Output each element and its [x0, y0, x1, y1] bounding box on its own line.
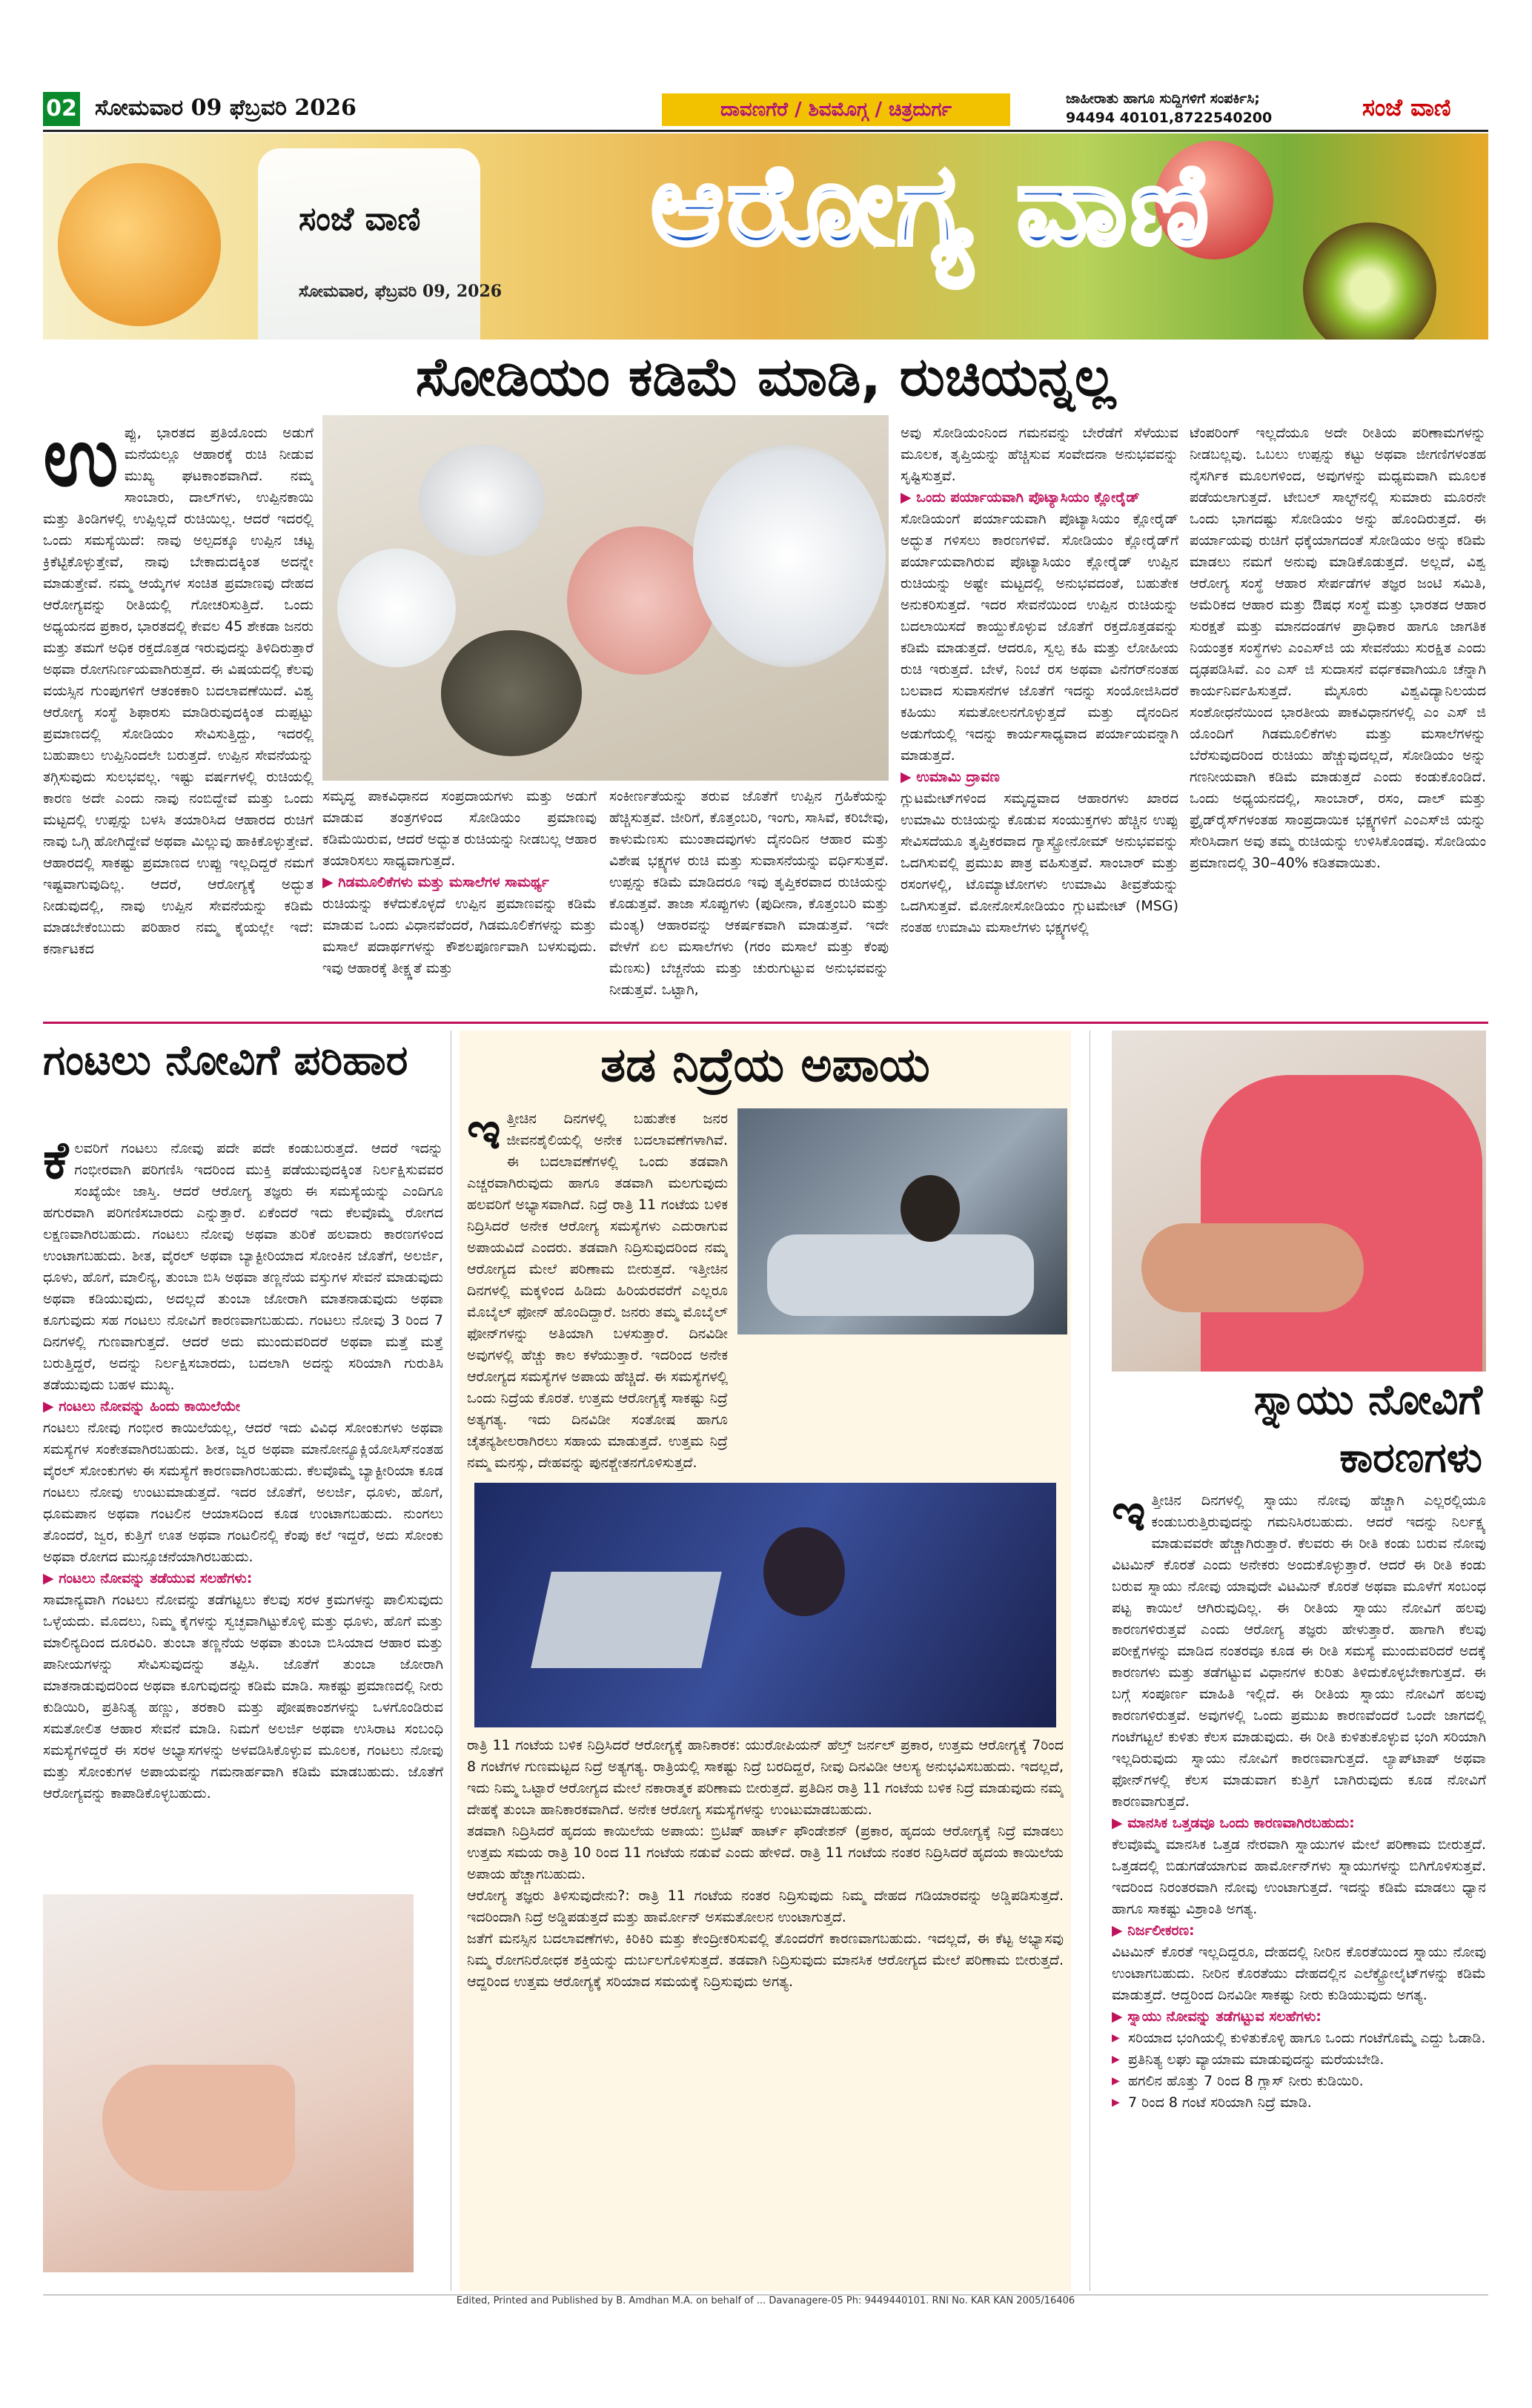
sodium-sub-umami: ▶ ಉಮಾಮಿ ದ್ರಾವಣ — [901, 769, 1000, 785]
elbow-pain-image — [1112, 1031, 1486, 1372]
sodium-sub-herbs: ▶ ಗಿಡಮೂಲಿಕೆಗಳು ಮತ್ತು ಮಸಾಲೆಗಳ ಸಾಮರ್ಥ್ಯ — [322, 874, 549, 890]
banner-title: ಆರೋಗ್ಯ ವಾಣಿ — [651, 141, 1212, 270]
sleep-p4: ಆರೋಗ್ಯ ತಜ್ಞರು ತಿಳಿಸುವುದೇನು?: ರಾತ್ರಿ 11 ಗಂಟೆಯ ನಂತರ ನಿದ್ರಿಸುವುದು ನಿಮ್ಮ ದೇಹದ ಗಡಿಯಾರವನ್ನು ಅಡ್ಡಿಪಡಿಸುತ್ತದೆ. ಇದರಿಂದಾಗಿ ನಿದ್ರೆ ಅಡ್ಡಿಪಡುತ್ತದೆ ಮತ್ತು ಹಾರ್ಮೋನ್ ಅಸಮತೋಲನ ಉಂಟಾಗುತ್ತದೆ. — [467, 1888, 1064, 1925]
sodium-col4 — [1190, 423, 1486, 1016]
tip-item: ▶ ಪ್ರತಿನಿತ್ಯ ಲಘು ವ್ಯಾಯಾಮ ಮಾಡುವುದನ್ನು ಮರೆಯಬೇಡಿ. — [1112, 2049, 1486, 2071]
sodium-headline: ಸೋಡಿಯಂ ಕಡಿಮೆ ಮಾಡಿ, ರುಚಿಯನ್ನಲ್ಲ — [415, 345, 1116, 408]
sodium-col2a — [322, 786, 597, 1019]
sodium-col3-p1: ಸೋಡಿಯಂಗೆ ಪರ್ಯಾಯವಾಗಿ ಪೊಟ್ಯಾಸಿಯಂ ಕ್ಲೋರೈಡ್ ಅದ್ಭುತ ಗಳಿಸಲು ಕಾರಣಗಳಿವೆ. ಸೋಡಿಯಂ ಕ್ಲೋರೈಡ್‌ಗೆ ಪರ್ಯಾಯವಾಗಿರುವ ಪೊಟ್ಯಾಸಿಯಂ ಕ್ಲೋರೈಡ್ ಉಪ್ಪಿನ ರುಚಿಯನ್ನು ಅಷ್ಟೇ ಮಟ್ಟದಲ್ಲಿ ಅನುಭವದಂತೆ, ಬಹುತೇಕ ಅನುಕರಿಸುತ್ತದೆ. ಇದರ ಸೇವನೆಯಿಂದ ಉಪ್ಪಿನ ರುಚಿಯನ್ನು ಬದಲಾಯಿಸದೆ ಕಾಯ್ದುಕೊಳ್ಳುವ ಜೊತೆಗೆ ರಕ್ತದೊತ್ತಡವನ್ನು ಕಡಿಮೆ ಮಾಡುತ್ತದೆ. ಆದರೂ, ಸ್ವಲ್ಪ ಕಹಿ ಮತ್ತು ಲೋಹೀಯ ರುಚಿ ಇರುತ್ತದೆ. ಬೇಳೆ, ನಿಂಬೆ ರಸ ಅಥವಾ ವಿನೆಗರ್‌ನಂತಹ ಬಲವಾದ ಸುವಾಸನೆಗಳ ಜೊತೆಗೆ ಇದನ್ನು ಸಂಯೋಜಿಸಿದರೆ ಕಹಿಯು ಸಮತೋಲನಗೊಳ್ಳುತ್ತದೆ ಮತ್ತು ದೈನಂದಿನ ಅಡುಗೆಯಲ್ಲಿ ಇದನ್ನು ಕಾರ್ಯಸಾಧ್ಯವಾದ ಪರ್ಯಾಯವನ್ನಾಗಿ ಮಾಡುತ್ತದೆ. — [901, 511, 1178, 764]
spoon-white-salt — [337, 549, 456, 667]
throat-sub2: ▶ ಗಂಟಲು ನೋವನ್ನು ತಡೆಯುವ ಸಲಹೆಗಳು: — [43, 1570, 253, 1587]
sodium-col2b-text: ಸಂಕೀರ್ಣತೆಯನ್ನು ತರುವ ಜೊತೆಗೆ ಉಪ್ಪಿನ ಗ್ರಹಿಕೆಯನ್ನು ಹೆಚ್ಚಿಸುತ್ತವೆ. ಜೀರಿಗೆ, ಕೊತ್ತಂಬರಿ, ಇಂಗು, ಸಾಸಿವೆ, ಕರಿಬೇವು, ಕಾಳುಮೆಣಸು ಮುಂತಾದವುಗಳು ದೈನಂದಿನ ಆಹಾರ ಮತ್ತು ವಿಶೇಷ ಭಕ್ಷ್ಯಗಳ ರುಚಿ ಮತ್ತು ಸುವಾಸನೆಯನ್ನು ವರ್ಧಿಸುತ್ತವೆ. ಉಪ್ಪನ್ನು ಕಡಿಮೆ ಮಾಡಿದರೂ ಇವು ತೃಪ್ತಿಕರವಾದ ರುಚಿಯನ್ನು ಕೊಡುತ್ತವೆ. ತಾಜಾ ಸೊಪ್ಪುಗಳು (ಪುದೀನಾ, ಕೊತ್ತಂಬರಿ ಮತ್ತು ಮೆಂತ್ಯ) ಆಹಾರವನ್ನು ಆಕರ್ಷಕವಾಗಿ ಮಾಡುತ್ತವೆ. ಇದೇ ವೇಳೆಗೆ ಏಲ ಮಸಾಲೆಗಳು (ಗರಂ ಮಸಾಲೆ ಮತ್ತು ಕೆಂಪು ಮೆಣಸು) ಬೆಚ್ಚನೆಯ ಮತ್ತು ಚುರುಗುಟ್ಟುವ ಅನುಭವವನ್ನು ನೀಡುತ್ತವೆ. ಒಟ್ಟಾಗಿ, — [609, 788, 889, 998]
header-date: ಸೋಮವಾರ 09 ಫೆಬ್ರವರಿ 2026 — [95, 95, 357, 121]
throat-p2: ಗಂಟಲು ನೋವು ಗಂಭೀರ ಕಾಯಿಲೆಯಲ್ಲ, ಆದರೆ ಇದು ವಿವಿಧ ಸೋಂಕುಗಳು ಅಥವಾ ಸಮಸ್ಯೆಗಳ ಸಂಕೇತವಾಗಿರಬಹುದು. ಶೀತ, ಜ್ವರ ಅಥವಾ ಮಾನೋನ್ಯೂಕ್ಲಿಯೋಸಿಸ್‌ನಂತಹ ವೈರಲ್ ಸೋಂಕುಗಳು ಈ ಸಮಸ್ಯೆಗೆ ಕಾರಣವಾಗಿರಬಹುದು. ಕೆಲವೊಮ್ಮೆ ಬ್ಯಾಕ್ಟೀರಿಯಾ ಕೂಡ ಗಂಟಲು ನೋವು ಉಂಟುಮಾಡುತ್ತದೆ. ಇದರ ಜೊತೆಗೆ, ಅಲರ್ಜಿ, ಧೂಳು, ಹೊಗೆ, ಧೂಮಪಾನ ಅಥವಾ ಗಂಟಲಿನ ಆಯಾಸದಿಂದ ಕೂಡ ಉಂಟಾಗಬಹುದು. ನುಂಗಲು ತೊಂದರೆ, ಜ್ವರ, ಕುತ್ತಿಗೆ ಊತ ಅಥವಾ ಗಂಟಲಿನಲ್ಲಿ ಕೆಂಪು ಕಲೆ ಇದ್ದರೆ, ಅದು ಸೋಂಕು ಅಥವಾ ರೋಗದ ಮುನ್ಸೂಚನೆಯಾಗಿರಬಹುದು. — [43, 1420, 443, 1565]
sodium-col2a-text: ಸಮೃದ್ಧ ಪಾಕವಿಧಾನದ ಸಂಪ್ರದಾಯಗಳು ಮತ್ತು ಅಡುಗೆ ಮಾಡುವ ತಂತ್ರಗಳಿಂದ ಸೋಡಿಯಂ ಪ್ರಮಾಣವು ಕಡಿಮೆಯಿರುವ, ಆದರೆ ಅದ್ಭುತ ರುಚಿಯನ್ನು ನೀಡಬಲ್ಲ ಆಹಾರ ತಯಾರಿಸಲು ಸಾಧ್ಯವಾಗುತ್ತದೆ. — [322, 788, 597, 869]
joint-sub2: ▶ ನಿರ್ಜಲೀಕರಣ: — [1112, 1922, 1195, 1939]
joint-body — [1112, 1490, 1486, 2291]
person-head — [763, 1527, 845, 1616]
throat-p3: ಸಾಮಾನ್ಯವಾಗಿ ಗಂಟಲು ನೋವನ್ನು ತಡೆಗಟ್ಟಲು ಕೆಲವು ಸರಳ ಕ್ರಮಗಳನ್ನು ಪಾಲಿಸುವುದು ಒಳ್ಳೆಯದು. ಮೊದಲು, ನಿಮ್ಮ ಕೈಗಳನ್ನು ಸ್ವಚ್ಛವಾಗಿಟ್ಟುಕೊಳ್ಳಿ ಮತ್ತು ಧೂಳು, ಹೊಗೆ ಮತ್ತು ಮಾಲಿನ್ಯದಿಂದ ದೂರವಿರಿ. ತುಂಬಾ ತಣ್ಣನೆಯ ಅಥವಾ ತುಂಬಾ ಬಿಸಿಯಾದ ಆಹಾರ ಮತ್ತು ಪಾನೀಯಗಳನ್ನು ಸೇವಿಸುವುದನ್ನು ತಪ್ಪಿಸಿ. ಜೊತೆಗೆ ತುಂಬಾ ಜೋರಾಗಿ ಮಾತನಾಡುವುದರಿಂದ ಅಥವಾ ಕೂಗುವುದನ್ನು ಕಡಿಮೆ ಮಾಡಿ. ಸಾಕಷ್ಟು ಪ್ರಮಾಣದಲ್ಲಿ ನೀರು ಕುಡಿಯಿರಿ, ಪ್ರತಿನಿತ್ಯ ಹಣ್ಣು, ತರಕಾರಿ ಮತ್ತು ಪೋಷಕಾಂಶಗಳನ್ನು ಒಳಗೊಂಡಿರುವ ಸಮತೋಲಿತ ಆಹಾರ ಸೇವನೆ ಮಾಡಿ. ನಿಮಗೆ ಅಲರ್ಜಿ ಅಥವಾ ಉಸಿರಾಟ ಸಂಬಂಧಿ ಸಮಸ್ಯೆಗಳಿದ್ದರೆ ಈ ಸರಳ ಅಭ್ಯಾಸಗಳನ್ನು ಅಳವಡಿಸಿಕೊಳ್ಳುವ ಮೂಲಕ, ಗಂಟಲು ನೋವು ಮತ್ತು ಸೋಂಕುಗಳ ಅಪಾಯವನ್ನು ಗಮನಾರ್ಹವಾಗಿ ಕಡಿಮೆ ಮಾಡಬಹುದು. ಜೊತೆಗೆ ಆರೋಗ್ಯವನ್ನು ಕಾಪಾಡಿಕೊಳ್ಳಬಹುದು. — [43, 1592, 443, 1802]
throat-pain-image — [43, 1894, 414, 2272]
joint-title: ಸ್ನಾಯು ನೋವಿಗೆ ಕಾರಣಗಳು — [1253, 1376, 1482, 1482]
kiwi-image — [1303, 222, 1436, 340]
joint-sub1: ▶ ಮಾನಸಿಕ ಒತ್ತಡವೂ ಒಂದು ಕಾರಣವಾಗಿರಬಹುದು: — [1112, 1815, 1355, 1831]
throat-body — [43, 1138, 443, 1891]
drop-cap: ಉ — [43, 423, 119, 504]
imprint-footer: Edited, Printed and Published by B. Amdhan M.A. on behalf of ... Davanagere-05 Ph: 9449440101. RNI No. KAR KAN 2005/16406 — [43, 2295, 1488, 2309]
milk-glass-image — [258, 148, 480, 340]
sleep-intro — [467, 1108, 728, 1472]
drop-cap: ಇ — [467, 1108, 501, 1161]
joint-sub3: ▶ ಸ್ನಾಯು ನೋವನ್ನು ತಡೆಗಟ್ಟುವ ಸಲಹೆಗಳು: — [1112, 2008, 1322, 2025]
laptop-shape — [531, 1572, 722, 1668]
spoon-pepper — [441, 630, 582, 756]
joint-tips-list — [1112, 2028, 1486, 2114]
sodium-sub-potassium: ▶ ಒಂದು ಪರ್ಯಾಯವಾಗಿ ಪೊಟ್ಯಾಸಿಯಂ ಕ್ಲೋರೈಡ್ — [901, 489, 1140, 506]
salt-spoons-image — [322, 415, 889, 781]
hand-shape — [102, 2065, 295, 2191]
drop-cap: ಕೆ — [43, 1138, 69, 1191]
throat-title: ಗಂಟಲು ನೋವಿಗೆ ಪರಿಹಾರ — [43, 1036, 408, 1085]
tip-item: ▶ ಹಗಲಿನ ಹೊತ್ತು 7 ರಿಂದ 8 ಗ್ಲಾಸ್ ನೀರು ಕುಡಿಯಿರಿ. — [1112, 2071, 1486, 2092]
sodium-col4-text: ಟೆಂಪರಿಂಗ್ ಇಲ್ಲದೆಯೂ ಅದೇ ರೀತಿಯ ಪರಿಣಾಮಗಳನ್ನು ನೀಡಬಲ್ಲವು. ಒಬಲು ಉಪ್ಪನ್ನು ಕಟ್ಟು ಅಥವಾ ಜೀಗಣಿಗಳಂತಹ ನೈಸರ್ಗಿಕ ಮೂಲಗಳಿಂದ, ಅವುಗಳನ್ನು ಮಧ್ಯಮವಾಗಿ ಮೂಲಕ ಪಡೆಯಲಾಗುತ್ತದೆ. ಟೇಬಲ್ ಸಾಲ್ಟ್‌ನಲ್ಲಿ ಸುಮಾರು ಮೂರನೇ ಒಂದು ಭಾಗದಷ್ಟು ಸೋಡಿಯಂ ಅನ್ನು ಹೊಂದಿರುತ್ತದೆ. ಈ ಪರ್ಯಾಯವು ರುಚಿಗೆ ಧಕ್ಕೆಯಾಗದಂತೆ ಸೋಡಿಯಂ ಅನ್ನು ಕಡಿಮೆ ಮಾಡಲು ನಮಗೆ ಅನುವು ಮಾಡಿಕೊಡುತ್ತದೆ. ಅಲ್ಲದೆ, ವಿಶ್ವ ಆರೋಗ್ಯ ಸಂಸ್ಥೆ ಆಹಾರ ಸೇರ್ಪಡೆಗಳ ತಜ್ಞರ ಜಂಟಿ ಸಮಿತಿ, ಅಮೆರಿಕದ ಆಹಾರ ಮತ್ತು ಔಷಧ ಸಂಸ್ಥೆ ಮತ್ತು ಭಾರತದ ಆಹಾರ ಸುರಕ್ಷತೆ ಮತ್ತು ಮಾನದಂಡಗಳ ಪ್ರಾಧಿಕಾರ ಹಾಗೂ ಜಾಗತಿಕ ನಿಯಂತ್ರಕ ಸಂಸ್ಥೆಗಳು ಎಂಎಸ್‌ಜಿ ಯ ಸೇವನೆಯು ಸುರಕ್ಷಿತ ಎಂದು ದೃಢಪಡಿಸಿವೆ. ಎಂ ಎಸ್ ಜಿ ಸುದಾಸನೆ ವರ್ಧಕವಾಗಿಯೂ ಚೆನ್ನಾಗಿ ಕಾರ್ಯನಿರ್ವಹಿಸುತ್ತದೆ. ಮೈಸೂರು ವಿಶ್ವವಿದ್ಯಾನಿಲಯದ ಸಂಶೋಧನೆಯಿಂದ ಭಾರತೀಯ ಪಾಕವಿಧಾನಗಳಲ್ಲಿ ಎಂ ಎಸ್ ಜಿ ಯೊಂದಿಗೆ ಗಿಡಮೂಲಿಕೆಗಳು ಮತ್ತು ಮಸಾಲೆಗಳನ್ನು ಬೆರೆಸುವುದರಿಂದ ರುಚಿಯು ಹೆಚ್ಚುವುದಲ್ಲದೆ, ಸೋಡಿಯಂ ಅನ್ನು ಗಣನೀಯವಾಗಿ ಕಡಿಮೆ ಮಾಡುತ್ತದೆ ಎಂದು ಕಂಡುಕೊಂಡಿದೆ. ಒಂದು ಅಧ್ಯಯನದಲ್ಲಿ, ಸಾಂಬಾರ್, ರಸಂ, ದಾಲ್ ಮತ್ತು ಫ್ರೈಡ್‌ರೈಸ್‌ಗಳಂತಹ ಸಾಂಪ್ರದಾಯಿಕ ಭಕ್ಷ್ಯಗಳಿಗೆ ಎಂಎಸ್‌ಜಿ ಯನ್ನು ಸೇರಿಸಿದಾಗ ಅವು ತಮ್ಮ ರುಚಿಯನ್ನು ಉಳಿಸಿಕೊಂಡವು. ಸೋಡಿಯಂ ಪ್ರಮಾಣದಲ್ಲಿ 30–40% ಕಡಿತವಾಯಿತು. — [1190, 425, 1486, 871]
section-divider — [43, 1022, 1488, 1024]
sodium-col3 — [901, 423, 1178, 1016]
section-banner — [43, 133, 1488, 340]
man-phone-bed-image — [737, 1108, 1067, 1334]
edition-places: ದಾವಣಗೆರೆ / ಶಿವಮೊಗ್ಗ / ಚಿತ್ರದುರ್ಗ — [662, 93, 1010, 126]
tip-item: ▶ 7 ರಿಂದ 8 ಗಂಟೆ ಸರಿಯಾಗಿ ನಿದ್ರೆ ಮಾಡಿ. — [1112, 2092, 1486, 2114]
throat-p1: ಲವರಿಗೆ ಗಂಟಲು ನೋವು ಪದೇ ಪದೇ ಕಂಡುಬರುತ್ತದೆ. ಆದರೆ ಇದನ್ನು ಗಂಭೀರವಾಗಿ ಪರಿಗಣಿಸಿ ಇದರಿಂದ ಮುಕ್ತಿ ಪಡೆಯುವುದಕ್ಕಿಂತ ನಿರ್ಲಕ್ಷಿಸುವವರ ಸಂಖ್ಯೆಯೇ ಜಾಸ್ತಿ. ಆದರೆ ಆರೋಗ್ಯ ತಜ್ಞರು ಈ ಸಮಸ್ಯೆಯನ್ನು ಎಂದಿಗೂ ಹಗುರವಾಗಿ ಪರಿಗಣಿಸಬಾರದು ಎನ್ನುತ್ತಾರೆ. ಏಕೆಂದರೆ ಇದು ಕೆಲವೊಮ್ಮೆ ರೋಗದ ಲಕ್ಷಣವಾಗಿರಬಹುದು. ಗಂಟಲು ನೋವು ಅಥವಾ ತುರಿಕೆ ಹಲವಾರು ಕಾರಣಗಳಿಂದ ಉಂಟಾಗಬಹುದು. ಶೀತ, ವೈರಲ್ ಅಥವಾ ಬ್ಯಾಕ್ಟೀರಿಯಾದ ಸೋಂಕಿನ ಜೊತೆಗೆ, ಅಲರ್ಜಿ, ಧೂಳು, ಹೊಗೆ, ಮಾಲಿನ್ಯ, ತುಂಬಾ ಬಿಸಿ ಅಥವಾ ತಣ್ಣನೆಯ ವಸ್ತುಗಳ ಸೇವನೆ ಮಾಡುವುದು ಅಥವಾ ಕಡಿಯುವುದು, ಅದಲ್ಲದೆ ತುಂಬಾ ಜೋರಾಗಿ ಮಾತನಾಡುವುದು ಅಥವಾ ಕೂಗುವುದು ಸಹ ಗಂಟಲು ನೋವಿಗೆ ಕಾರಣವಾಗಬಹುದು. ಗಂಟಲು ನೋವು 3 ರಿಂದ 7 ದಿನಗಳಲ್ಲಿ ಗುಣವಾಗುತ್ತದೆ. ಆದರೆ ಅದು ಮುಂದುವರಿದರೆ ಅಥವಾ ಮತ್ತೆ ಮತ್ತೆ ಬರುತ್ತಿದ್ದರೆ, ಅದನ್ನು ನಿರ್ಲಕ್ಷಿಸಬಾರದು, ಬದಲಾಗಿ ಅದನ್ನು ಸರಿಯಾಗಿ ಗುರುತಿಸಿ ತಡೆಯುವುದು ಬಹಳ ಮುಖ್ಯ. — [43, 1140, 443, 1393]
page-header — [43, 87, 1488, 132]
sleep-p1: ತ್ತೀಚಿನ ದಿನಗಳಲ್ಲಿ ಬಹುತೇಕ ಜನರ ಜೀವನಶೈಲಿಯಲ್ಲಿ ಅನೇಕ ಬದಲಾವಣೆಗಳಾಗಿವೆ. ಈ ಬದಲಾವಣೆಗಳಲ್ಲಿ ಒಂದು ತಡವಾಗಿ ಎಚ್ಚರವಾಗಿರುವುದು ಹಾಗೂ ತಡವಾಗಿ ಮಲಗುವುದು ಹಲವರಿಗೆ ಅಭ್ಯಾಸವಾಗಿದೆ. ನಿದ್ರೆ ರಾತ್ರಿ 11 ಗಂಟೆಯ ಬಳಿಕ ನಿದ್ರಿಸಿದರೆ ಅನೇಕ ಆರೋಗ್ಯ ಸಮಸ್ಯೆಗಳು ಎದುರಾಗುವ ಅಪಾಯವಿದೆ ಎಂದರು. ತಡವಾಗಿ ನಿದ್ರಿಸುವುದರಿಂದ ನಮ್ಮ ಆರೋಗ್ಯದ ಮೇಲೆ ಪರಿಣಾಮ ಬೀರುತ್ತದೆ. ಇತ್ತೀಚಿನ ದಿನಗಳಲ್ಲಿ ಮಕ್ಕಳಿಂದ ಹಿಡಿದು ಹಿರಿಯರವರೆಗೆ ಎಲ್ಲರೂ ಮೊಬೈಲ್ ಫೋನ್ ಹೊಂದಿದ್ದಾರೆ. ಜನರು ತಮ್ಮ ಮೊಬೈಲ್ ಫೋನ್‌ಗಳನ್ನು ಅತಿಯಾಗಿ ಬಳಸುತ್ತಾರೆ. ದಿನವಿಡೀ ಅವುಗಳಲ್ಲಿ ಹೆಚ್ಚು ಕಾಲ ಕಳೆಯುತ್ತಾರೆ. ಇದರಿಂದ ಅನೇಕ ಆರೋಗ್ಯದ ಸಮಸ್ಯೆಗಳ ಅಪಾಯ ಹೆಚ್ಚಿದೆ. ಈ ಸಮಸ್ಯೆಗಳಲ್ಲಿ ಒಂದು ನಿದ್ರೆಯ ಕೊರತೆ. ಉತ್ತಮ ಆರೋಗ್ಯಕ್ಕೆ ಸಾಕಷ್ಟು ನಿದ್ರೆ ಅತ್ಯಗತ್ಯ. ಇದು ದಿನವಿಡೀ ಸಂತೋಷ ಹಾಗೂ ಚೈತನ್ಯಶೀಲರಾಗಿರಲು ಸಹಾಯ ಮಾಡುತ್ತದೆ. ಉತ್ತಮ ನಿದ್ರೆ ನಮ್ಮ ಮನಸ್ಸು, ದೇಹವನ್ನು ಪುನಶ್ಚೇತನಗೊಳಿಸುತ್ತದೆ. — [467, 1111, 728, 1471]
sodium-col2a-tail: ರುಚಿಯನ್ನು ಕಳೆದುಕೊಳ್ಳದೆ ಉಪ್ಪಿನ ಪ್ರಮಾಣವನ್ನು ಕಡಿಮೆ ಮಾಡುವ ಒಂದು ವಿಧಾನವೆಂದರೆ, ಗಿಡಮೂಲಿಕೆಗಳನ್ನು ಮತ್ತು ಮಸಾಲೆ ಪದಾರ್ಥಗಳನ್ನು ಕೌಶಲಪೂರ್ಣವಾಗಿ ಬಳಸುವುದು. ಇವು ಆಹಾರಕ್ಕೆ ತೀಕ್ಷ್ಣತೆ ಮತ್ತು — [322, 896, 597, 976]
sodium-col1-text: ಪ್ಪು, ಭಾರತದ ಪ್ರತಿಯೊಂದು ಅಡುಗೆ ಮನೆಯಲ್ಲೂ ಆಹಾರಕ್ಕೆ ರುಚಿ ನೀಡುವ ಮುಖ್ಯ ಘಟಕಾಂಶವಾಗಿದೆ. ನಮ್ಮ ಸಾಂಬಾರು, ದಾಲ್‌ಗಳು, ಉಪ್ಪಿನಕಾಯಿ ಮತ್ತು ತಿಂಡಿಗಳಲ್ಲಿ ಉಪ್ಪಿಲ್ಲದೆ ರುಚಿಯಿಲ್ಲ. ಆದರೆ ಇದರಲ್ಲಿ ಒಂದು ಸಮಸ್ಯೆಯಿದೆ: ನಾವು ಅಲ್ಪದಕ್ಕೂ ಉಪ್ಪಿನ ಚಟ್ಟ ಕ್ರಿಕೆಟ್ಟಿಕೊಳ್ಳುತ್ತೇವೆ, ನಾವು ಬೇಕಾದುದಕ್ಕಿಂತ ಅದನ್ನೇ ಮಾಡುತ್ತೇವೆ. ನಮ್ಮ ಆಯ್ಕೆಗಳ ಸಂಚಿತ ಪ್ರಮಾಣವು ದೇಹದ ಆರೋಗ್ಯವನ್ನು ರೀತಿಯಲ್ಲಿ ಗೋಚರಿಸುತ್ತಿದೆ. ಒಂದು ಅಧ್ಯಯನದ ಪ್ರಕಾರ, ಭಾರತದಲ್ಲಿ ಕೇವಲ 45 ಶೇಕಡಾ ಜನರು ಮತ್ತು ತಮಗೆ ಅಧಿಕ ರಕ್ತದೊತ್ತಡ ಇರುವುದನ್ನು ತಿಳಿದಿರುತ್ತಾರೆ ಅಥವಾ ರೋಗನಿರ್ಣಯವಾಗಿರುತ್ತದೆ. ಈ ವಿಷಯದಲ್ಲಿ ಕೆಲವು ವಯಸ್ಸಿನ ಗುಂಪುಗಳಿಗೆ ಆತಂಕಕಾರಿ ಬದಲಾವಣೆಯಿದೆ. ವಿಶ್ವ ಆರೋಗ್ಯ ಸಂಸ್ಥೆ ಶಿಫಾರಸು ಮಾಡಿರುವುದಕ್ಕಿಂತ ದುಪ್ಪಟ್ಟು ಪ್ರಮಾಣದಲ್ಲಿ ಸೋಡಿಯಂ ಸೇವಿಸುತ್ತಿದ್ದು, ಇದರಲ್ಲಿ ಬಹುಪಾಲು ಉಪ್ಪಿನಿಂದಲೇ ಬರುತ್ತದೆ. ಉಪ್ಪಿನ ಸೇವನೆಯನ್ನು ತಗ್ಗಿಸುವುದು ಸುಲಭವಲ್ಲ. ಇಷ್ಟು ವರ್ಷಗಳಲ್ಲಿ ರುಚಿಯಲ್ಲಿ ಕಾರಣ ಅದೇ ಎಂದು ನಾವು ನಂಬಿದ್ದೇವೆ ಮತ್ತು ಒಂದು ಮಟ್ಟದಲ್ಲಿ ಉಪ್ಪನ್ನು ಬಳಸಿ ತಯಾರಿಸಿದ ಆಹಾರದ ರುಚಿಗೆ ನಾವು ಒಗ್ಗಿ ಹೋಗಿದ್ದೇವೆ ಅಥವಾ ಮಿಲ್ಲುವು ಹಾಕಿಕೊಳ್ಳುತ್ತೇವೆ. ಆಹಾರದಲ್ಲಿ ಸಾಕಷ್ಟು ಪ್ರಮಾಣದ ಉಪ್ಪು ಇಲ್ಲದಿದ್ದರೆ ನಮಗೆ ಇಷ್ಟವಾಗುವುದಿಲ್ಲ. ಆದರೆ, ಆರೋಗ್ಯಕ್ಕೆ ಅದ್ಭುತ ನೀಡುವುದಲ್ಲಿ, ನಾವು ಉಪ್ಪಿನ ಸೇವನೆಯನ್ನು ಕಡಿಮೆ ಮಾಡಬೇಕೆಂಬುದು ಪರಿಹಾರ ನಮ್ಮ ಕೈಯಲ್ಲೇ ಇದೆ: ಕರ್ನಾಟಕದ — [43, 425, 314, 957]
contact-info — [1066, 89, 1333, 128]
person-head — [901, 1175, 960, 1242]
page-number: 02 — [43, 92, 80, 126]
spoon-coarse-salt — [693, 445, 886, 667]
contact-label: ಜಾಹೀರಾತು ಹಾಗೂ ಸುದ್ದಿಗಳಿಗೆ ಸಂಪರ್ಕಿಸಿ; — [1066, 90, 1260, 107]
sodium-col3-text: ಅವು ಸೋಡಿಯಂನಿಂದ ಗಮನವನ್ನು ಬೇರೆಡೆಗೆ ಸೆಳೆಯುವ ಮೂಲಕ, ತೃಪ್ತಿಯನ್ನು ಹೆಚ್ಚಿಸುವ ಸಂವೇದನಾ ಅನುಭವವನ್ನು ಸೃಷ್ಟಿಸುತ್ತವೆ. — [901, 425, 1178, 484]
spoon-sea-salt — [419, 445, 545, 556]
banner-date: ಸೋಮವಾರ, ಫೆಬ್ರವರಿ 09, 2026 — [299, 282, 503, 301]
joint-p1: ತ್ತೀಚಿನ ದಿನಗಳಲ್ಲಿ ಸ್ನಾಯು ನೋವು ಹೆಚ್ಚಾಗಿ ಎಲ್ಲರಲ್ಲಿಯೂ ಕಂಡುಬರುತ್ತಿರುವುದನ್ನು ಗಮನಿಸಿರಬಹುದು. ಆದರೆ ಇದನ್ನು ನಿರ್ಲಕ್ಷ್ಯ ಮಾಡುವವರೇ ಹೆಚ್ಚಾಗಿರುತ್ತಾರೆ. ಕೆಲವರು ಈ ರೀತಿ ಕಂಡು ಬರುವ ನೋವು ವಿಟಮಿನ್ ಕೊರತೆ ಎಂದು ಅನೇಕರು ಅಂದುಕೊಳ್ಳುತ್ತಾರೆ. ಆದರೆ ಈ ರೀತಿ ಕಂಡು ಬರುವ ಸ್ನಾಯು ನೋವು ಯಾವುದೇ ವಿಟಮಿನ್ ಕೊರತೆ ಅಥವಾ ಮೂಳೆಗೆ ಸಂಬಂಧ ಪಟ್ಟ ಕಾಯಿಲೆ ಆಗಿರುವುದಿಲ್ಲ. ಈ ರೀತಿಯ ಸ್ನಾಯು ನೋವಿಗೆ ಹಲವು ಕಾರಣಗಳಿರುತ್ತವೆ ಎಂದು ಆರೋಗ್ಯ ತಜ್ಞರು ಹೇಳುತ್ತಾರೆ. ಹಾಗಾಗಿ ಕೆಲವು ಪರೀಕ್ಷೆಗಳನ್ನು ಮಾಡಿದ ನಂತರವೂ ಕೂಡ ಈ ರೀತಿ ಸಮಸ್ಯೆ ಮುಂದುವರಿದರೆ ಅದಕ್ಕೆ ಕಾರಣಗಳು ಮತ್ತು ತಡೆಗಟ್ಟುವ ವಿಧಾನಗಳ ಕುರಿತು ತಿಳಿದುಕೊಳ್ಳಬೇಕಾಗುತ್ತದೆ. ಈ ಬಗ್ಗೆ ಸಂಪೂರ್ಣ ಮಾಹಿತಿ ಇಲ್ಲಿದೆ. ಈ ರೀತಿಯ ಸ್ನಾಯು ನೋವಿಗೆ ಹಲವು ಕಾರಣಗಳಿರುತ್ತವೆ. ಅವುಗಳಲ್ಲಿ ಒಂದು ಪ್ರಮುಖ ಕಾರಣವೆಂದರೆ ಒಂದೇ ಜಾಗದಲ್ಲಿ ಗಂಟೆಗಟ್ಟಲೆ ಕುಳಿತು ಕೆಲಸ ಮಾಡುವುದು. ಈ ರೀತಿ ಕುಳಿತುಕೊಳ್ಳುವ ಭಂಗಿ ಸರಿಯಾಗಿ ಇಲ್ಲದಿರುವುದು ಸ್ನಾಯು ನೋವಿಗೆ ಕಾರಣವಾಗುತ್ತದೆ. ಲ್ಯಾಪ್‌ಟಾಪ್ ಅಥವಾ ಫೋನ್‌ಗಳಲ್ಲಿ ಕೆಲಸ ಮಾಡುವಾಗ ಕುತ್ತಿಗೆ ಬಾಗಿರುವುದು ಕೂಡ ನೋವಿಗೆ ಕಾರಣವಾಗುತ್ತದೆ. — [1112, 1492, 1486, 1810]
joint-p3: ವಿಟಮಿನ್ ಕೊರತೆ ಇಲ್ಲದಿದ್ದರೂ, ದೇಹದಲ್ಲಿ ನೀರಿನ ಕೊರತೆಯಿಂದ ಸ್ನಾಯು ನೋವು ಉಂಟಾಗಬಹುದು. ನೀರಿನ ಕೊರತೆಯು ದೇಹದಲ್ಲಿನ ಎಲೆಕ್ಟ್ರೋಲೈಟ್‌ಗಳನ್ನು ಕಡಿಮೆ ಮಾಡುತ್ತದೆ. ಆದ್ದರಿಂದ ದಿನವಿಡೀ ಸಾಕಷ್ಟು ನೀರು ಕುಡಿಯುವುದು ಅಗತ್ಯ. — [1112, 1944, 1486, 2003]
header-logo: ಸಂಜೆ ವಾಣಿ — [1362, 93, 1451, 122]
arm-shape — [1141, 1223, 1364, 1312]
joint-p2: ಕೆಲವೊಮ್ಮೆ ಮಾನಸಿಕ ಒತ್ತಡ ನೇರವಾಗಿ ಸ್ನಾಯುಗಳ ಮೇಲೆ ಪರಿಣಾಮ ಬೀರುತ್ತದೆ. ಒತ್ತಡದಲ್ಲಿ ಬಿಡುಗಡೆಯಾಗುವ ಹಾರ್ಮೋನ್‌ಗಳು ಸ್ನಾಯುಗಳನ್ನು ಬಿಗಿಗೊಳಿಸುತ್ತವೆ. ಇದರಿಂದ ನಿರಂತರವಾಗಿ ನೋವು ಉಂಟಾಗುತ್ತದೆ. ಇದನ್ನು ಕಡಿಮೆ ಮಾಡಲು ಧ್ಯಾನ ಹಾಗೂ ಸಾಕಷ್ಟು ವಿಶ್ರಾಂತಿ ಅಗತ್ಯ. — [1112, 1836, 1486, 1917]
orange-image — [58, 163, 221, 326]
contact-numbers: 94494 40101,8722540200 — [1066, 110, 1273, 126]
tip-item: ▶ ಸರಿಯಾದ ಭಂಗಿಯಲ್ಲಿ ಕುಳಿತುಕೊಳ್ಳಿ ಹಾಗೂ ಒಂದು ಗಂಟೆಗೊಮ್ಮೆ ಎದ್ದು ಓಡಾಡಿ. — [1112, 2028, 1486, 2049]
sleep-p2: ರಾತ್ರಿ 11 ಗಂಟೆಯ ಬಳಿಕ ನಿದ್ರಿಸಿದರೆ ಆರೋಗ್ಯಕ್ಕೆ ಹಾನಿಕಾರಕ: ಯುರೋಪಿಯನ್ ಹೆಲ್ತ್ ಜರ್ನಲ್ ಪ್ರಕಾರ, ಉತ್ತಮ ಆರೋಗ್ಯಕ್ಕೆ 7ರಿಂದ 8 ಗಂಟೆಗಳ ಗುಣಮಟ್ಟದ ನಿದ್ರೆ ಅತ್ಯಗತ್ಯ. ರಾತ್ರಿಯಲ್ಲಿ ಸಾಕಷ್ಟು ನಿದ್ರೆ ಬರದಿದ್ದರೆ, ನೀವು ದಿನವಿಡೀ ಆಲಸ್ಯ ಅನುಭವಿಸಬಹುದು. ಇದಲ್ಲದೆ, ಇದು ನಿಮ್ಮ ಒಟ್ಟಾರೆ ಆರೋಗ್ಯದ ಮೇಲೆ ನಕಾರಾತ್ಮಕ ಪರಿಣಾಮ ಬೀರುತ್ತದೆ. ಪ್ರತಿದಿನ ರಾತ್ರಿ 11 ಗಂಟೆಯ ಬಳಿಕ ನಿದ್ರೆ ಮಾಡುವುದು ನಮ್ಮ ದೇಹಕ್ಕೆ ತುಂಬಾ ಹಾನಿಕಾರಕವಾಗಿದೆ. ಅನೇಕ ಆರೋಗ್ಯ ಸಮಸ್ಯೆಗಳನ್ನು ಉಂಟುಮಾಡಬಹುದು. — [467, 1737, 1064, 1818]
sleep-lower — [467, 1735, 1064, 2287]
drop-cap: ಇ — [1112, 1490, 1146, 1543]
banner-logo: ಸಂಜೆ ವಾಣಿ — [299, 200, 421, 238]
pillow-shape — [767, 1234, 1034, 1316]
sleep-p5: ಜತೆಗೆ ಮನಸ್ಸಿನ ಬದಲಾವಣೆಗಳು, ಕಿರಿಕಿರಿ ಮತ್ತು ಕೇಂದ್ರೀಕರಿಸುವಲ್ಲಿ ತೊಂದರೆಗೆ ಕಾರಣವಾಗಬಹುದು. ಇದಲ್ಲದೆ, ಈ ಕೆಟ್ಟ ಅಭ್ಯಾಸವು ನಿಮ್ಮ ರೋಗನಿರೋಧಕ ಶಕ್ತಿಯನ್ನು ದುರ್ಬಲಗೊಳಿಸುತ್ತದೆ. ತಡವಾಗಿ ನಿದ್ರಿಸುವುದು ಮಾನಸಿಕ ಆರೋಗ್ಯದ ಮೇಲೆ ಪರಿಣಾಮ ಬೀರುತ್ತದೆ. ಆದ್ದರಿಂದ ಉತ್ತಮ ಆರೋಗ್ಯಕ್ಕೆ ಸರಿಯಾದ ಸಮಯಕ್ಕೆ ನಿದ್ರಿಸುವುದು ಅಗತ್ಯ. — [467, 1931, 1064, 1990]
sodium-col2b — [609, 786, 889, 1019]
sodium-col1 — [43, 423, 314, 1016]
woman-laptop-bed-image — [474, 1483, 1056, 1727]
sleep-p3: ತಡವಾಗಿ ನಿದ್ರಿಸಿದರೆ ಹೃದಯ ಕಾಯಿಲೆಯ ಅಪಾಯ: ಬ್ರಿಟಿಷ್ ಹಾರ್ಟ್ ಫೌಂಡೇಶನ್ (ಪ್ರಕಾರ, ಹೃದಯ ಆರೋಗ್ಯಕ್ಕೆ ನಿದ್ರೆ ಮಾಡಲು ಉತ್ತಮ ಸಮಯ ರಾತ್ರಿ 10 ರಿಂದ 11 ಗಂಟೆಯ ನಡುವೆ ಎಂದು ಹೇಳಿದೆ. ರಾತ್ರಿ 11 ಗಂಟೆಯ ನಂತರ ನಿದ್ರಿಸಿದರೆ ಹೃದಯ ಕಾಯಿಲೆಯ ಅಪಾಯ ಹೆಚ್ಚಾಗಬಹುದು. — [467, 1823, 1064, 1882]
sodium-col3-p2: ಗ್ಲುಟಮೇಟ್‌ಗಳಿಂದ ಸಮೃದ್ಧವಾದ ಆಹಾರಗಳು ಖಾರದ ಉಮಾಮಿ ರುಚಿಯನ್ನು ಕೊಡುವ ಸಂಯುಕ್ತಗಳು ಹೆಚ್ಚಿನ ಉಪ್ಪು ಸೇವಿಸದೆಯೂ ತೃಪ್ತಿಕರವಾದ ಗ್ಯಾಸ್ಟ್ರೋನೋಮ್ ಅನುಭವವನ್ನು ಒದಗಿಸುವಲ್ಲಿ ಪ್ರಮುಖ ಪಾತ್ರ ವಹಿಸುತ್ತವೆ. ಸಾಂಬಾರ್ ಮತ್ತು ರಸಂಗಳಲ್ಲಿ, ಟೊಮ್ಯಾಟೋಗಳು ಉಮಾಮಿ ತೀವ್ರತೆಯನ್ನು ಒದಗಿಸುತ್ತವೆ. ಮೋನೋಸೋಡಿಯಂ ಗ್ಲುಟಮೇಟ್ (MSG) ನಂತಹ ಉಮಾಮಿ ಮಸಾಲೆಗಳು ಭಕ್ಷ್ಯಗಳಲ್ಲಿ — [901, 790, 1178, 936]
sleep-title: ತಡ ನಿದ್ರೆಯ ಅಪಾಯ — [600, 1038, 930, 1093]
throat-sub1: ▶ ಗಂಟಲು ನೋವನ್ನು ಹಿಂದು ಕಾಯಿಲೆಯೇ — [43, 1398, 240, 1415]
